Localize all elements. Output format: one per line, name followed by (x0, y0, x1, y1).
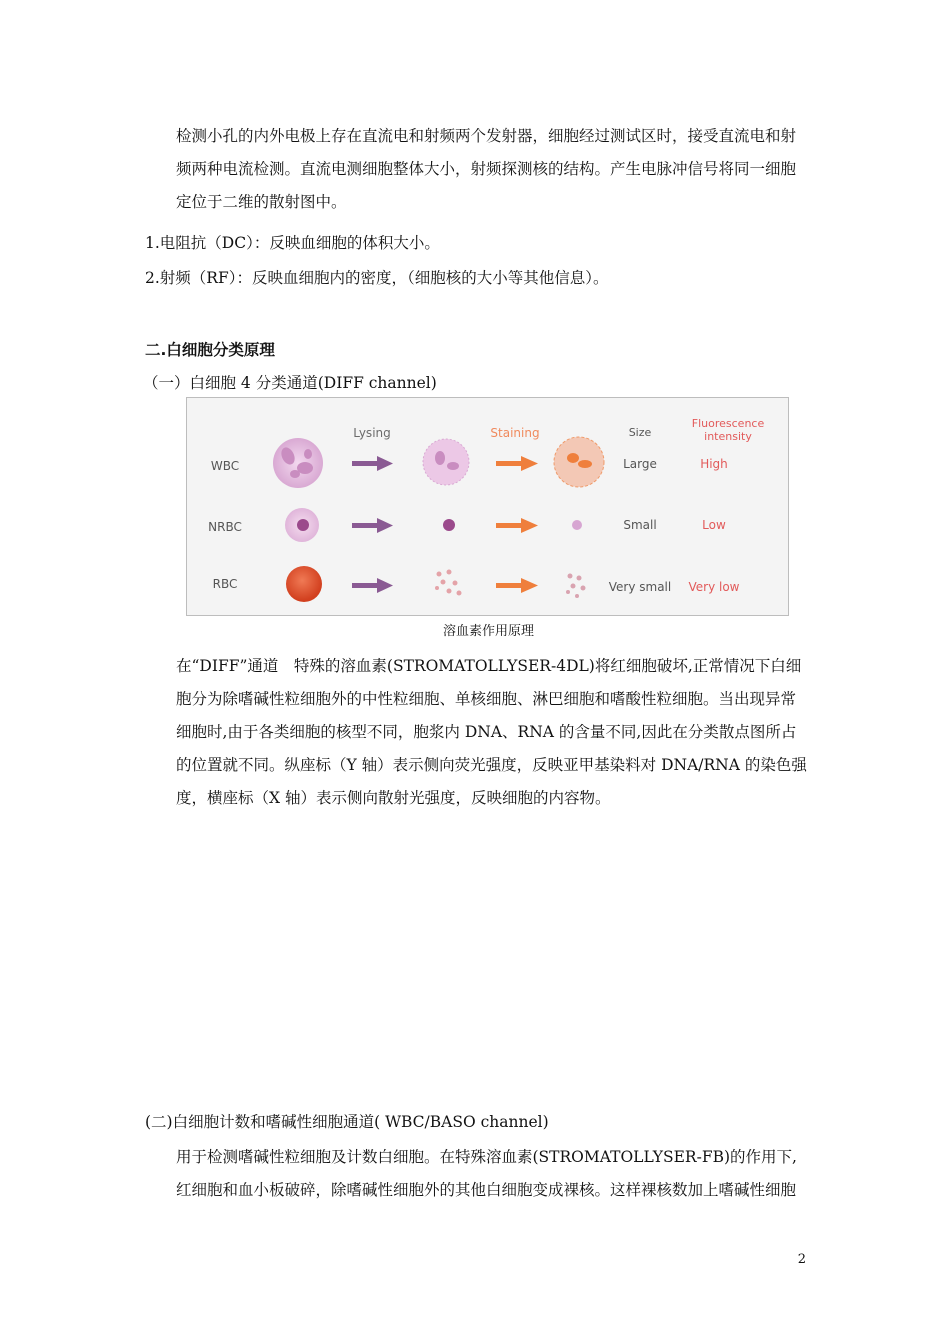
figure-caption: 溶血素作用原理 (442, 624, 534, 639)
baso-paragraph (145, 1141, 807, 1207)
lysing-diagram (187, 398, 788, 615)
subsection-heading-diff: （一）白细胞 4 分类通道(DIFF channel) (143, 374, 437, 392)
intro-paragraph (145, 120, 807, 219)
lysing-figure (186, 397, 789, 616)
rbc-intact-cell (286, 566, 322, 602)
header-fluorescence: Fluorescence (691, 417, 765, 430)
lysing-arrow-rbc (352, 578, 393, 593)
list-item-dc: 1.电阻抗（DC）：反映血细胞的体积大小。 (145, 234, 440, 252)
nrbc-stained-nucleus (572, 520, 582, 530)
diff-paragraph (145, 650, 807, 815)
intensity-wbc: High (700, 457, 728, 471)
lysing-arrow-nrbc (352, 518, 393, 533)
staining-arrow-rbc (496, 578, 538, 593)
intensity-nrbc: Low (702, 518, 726, 532)
diff-paragraph-text: 在“DIFF”通道 特殊的溶血素(STROMATOLLYSER-4DL)将红细胞破坏,正常情况下白细胞分为除嗜碱性粒细胞外的中性粒细胞、单核细胞、淋巴细胞和嗜酸性粒细胞。当出现异常细胞时,由于各类细胞的核型不同，胞浆内 DNA、RNA 的含量不同,因此在分类散点图所占的位置就不同。纵座标（Y 轴）表示侧向荧光强度，反映亚甲基染料对 DNA/RNA 的染色强度，横座标（X 轴）表示侧向散射光强度，反映细胞的内容物。 (176, 657, 807, 807)
lysing-arrow-wbc (352, 456, 393, 471)
intensity-rbc: Very low (688, 580, 740, 594)
row-label-wbc: WBC (210, 459, 240, 473)
header-lysing: Lysing (353, 426, 391, 440)
staining-arrow-nrbc (496, 518, 538, 533)
nrbc-nucleus (443, 519, 455, 531)
wbc-intact-cell (273, 438, 323, 488)
header-staining: Staining (490, 426, 540, 440)
page-number: 2 (797, 1252, 806, 1267)
wbc-stained-cell (554, 437, 604, 487)
rbc-fragments (435, 570, 462, 596)
wbc-lysed-cell (423, 439, 469, 485)
intro-paragraph-text: 检测小孔的内外电极上存在直流电和射频两个发射器，细胞经过测试区时，接受直流电和射频两种电流检测。直流电测细胞整体大小，射频探测核的结构。产生电脉冲信号将同一细胞定位于二维的散射图中。 (176, 127, 797, 211)
header-intensity: intensity (704, 430, 752, 443)
size-wbc: Large (623, 457, 657, 471)
section-heading: 二.白细胞分类原理 (145, 341, 275, 359)
rbc-stained-fragments (566, 574, 586, 599)
header-size: Size (628, 426, 652, 439)
row-label-nrbc: NRBC (208, 520, 242, 534)
subsection-heading-baso: (二)白细胞计数和嗜碱性细胞通道( WBC/BASO channel) (145, 1113, 549, 1131)
size-nrbc: Small (623, 518, 657, 532)
list-item-rf: 2.射频（RF）：反映血细胞内的密度，（细胞核的大小等其他信息）。 (145, 269, 609, 287)
baso-paragraph-text: 用于检测嗜碱性粒细胞及计数白细胞。在特殊溶血素(STROMATOLLYSER-FB)的作用下,红细胞和血小板破碎，除嗜碱性细胞外的其他白细胞变成裸核。这样裸核数加上嗜碱性细胞 (176, 1148, 797, 1199)
nrbc-intact-cell (285, 508, 319, 542)
row-label-rbc: RBC (212, 577, 238, 591)
staining-arrow-wbc (496, 456, 538, 471)
size-rbc: Very small (608, 580, 672, 594)
